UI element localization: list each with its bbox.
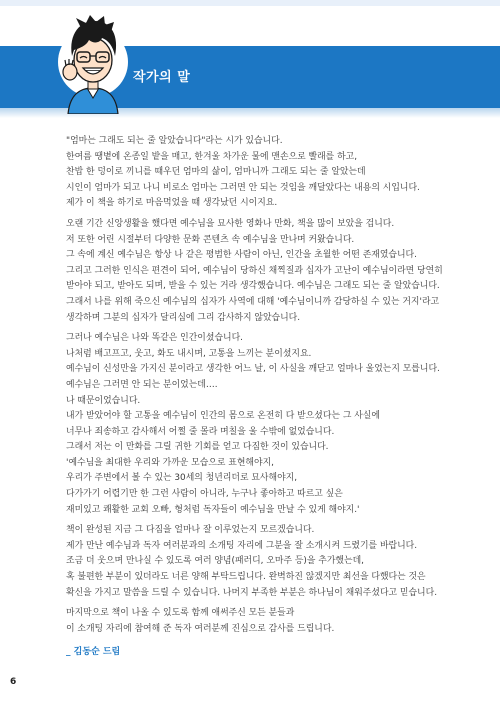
text-line: 그러나 예수님은 나와 똑같은 인간이셨습니다. (66, 333, 243, 344)
text-line: 제가 만난 예수님과 독자 여러분과의 소개팅 자리에 그분을 잘 소개시켜 드렸기를 바랍니다. (66, 540, 418, 551)
text-line: 나처럼 배고프고, 웃고, 화도 내시며, 고통을 느끼는 분이셨지요. (66, 348, 312, 359)
text-line: 너무나 죄송하고 감사해서 어쩔 줄 몰라 며칠을 울 수밖에 없었습니다. (66, 426, 335, 437)
text-line: 오랜 기간 신앙생활을 했다면 예수님을 묘사한 영화나 만화, 책을 많이 보았을 겁니다. (66, 218, 395, 229)
paragraph (66, 134, 476, 212)
body-text (66, 134, 476, 642)
text-line: 그래서 저는 이 만화를 그릴 귀한 기회를 얻고 다짐한 것이 있습니다. (66, 442, 329, 453)
text-line: 나 때문이었습니다. (66, 395, 141, 406)
text-line: 그 속에 계신 예수님은 항상 나 같은 평범한 사람이 아닌, 인간을 초월한 어떤 존재였습니다. (66, 250, 417, 261)
text-line: 우리가 주변에서 볼 수 있는 30세의 청년리더로 묘사해야지, (66, 473, 298, 484)
text-line: 한여름 땡볕에 온종일 밭을 매고, 한겨울 차가운 물에 맨손으로 빨래를 하고, (66, 151, 358, 162)
text-line: 그리고 그러한 인식은 편견이 되어, 예수님이 당하신 채찍질과 십자가 고난이 예수님이라면 당연히 (66, 265, 443, 276)
text-line: 그래서 나를 위해 죽으신 예수님의 십자가 사역에 대해 '예수님이니까 감당하실 수 있는 거지'라고 (66, 296, 440, 307)
text-line: 조금 더 웃으며 만나실 수 있도록 여러 양념(패러디, 오마주 등)을 추가했는데, (66, 556, 364, 567)
text-line: 확신을 가지고 말씀을 드릴 수 있습니다. 나머지 부족한 부분은 하나님이 채워주셨다고 믿습니다. (66, 587, 438, 598)
paragraph (66, 331, 476, 518)
text-line: 생각하며 그분의 십자가 달리심에 그리 감사하지 않았습니다. (66, 312, 301, 323)
paragraph (66, 217, 476, 326)
text-line: 받아야 되고, 받아도 되며, 받을 수 있는 거라 생각했습니다. 예수님은 그래도 되는 줄 알았습니다. (66, 281, 440, 292)
text-line: 내가 받았어야 할 고통을 예수님이 인간의 몸으로 온전히 다 받으셨다는 그 사실에 (66, 411, 380, 422)
text-line: 찬밥 한 덩이로 끼니를 때우던 엄마의 삶이, 엄마니까 그래도 되는 줄 알았는데 (66, 167, 366, 178)
signature: _ 김동순 드림 (66, 647, 121, 657)
text-line: 마지막으로 책이 나올 수 있도록 함께 애써주신 모든 분들과 (66, 608, 295, 619)
text-line: 재미있고 쾌활한 교회 오빠, 형처럼 독자들이 예수님을 만날 수 있게 해야지.' (66, 504, 360, 515)
author-character-illustration (56, 10, 130, 114)
text-line: 책이 완성된 지금 그 다짐을 얼마나 잘 이루었는지 모르겠습니다. (66, 525, 315, 536)
text-line: 이 소개팅 자리에 참여해 준 독자 여러분께 진심으로 감사를 드립니다. (66, 623, 335, 634)
paragraph (66, 606, 476, 637)
text-line: 예수님은 그러면 안 되는 분이었는데…. (66, 379, 218, 390)
text-line: 다가가기 어렵기만 한 그런 사람이 아니라, 누구나 좋아하고 따르고 싶은 (66, 489, 343, 500)
text-line: 혹 불편한 부분이 있더라도 너른 양해 부탁드립니다. 완벽하진 않겠지만 최선을 다했다는 것은 (66, 572, 426, 583)
text-line: 시인이 엄마가 되고 나니 비로소 엄마는 그러면 안 되는 것임을 깨달았다는 내용의 시입니다. (66, 182, 420, 193)
text-line: 예수님이 신성만을 가지신 분이라고 생각한 어느 날, 이 사실을 깨닫고 얼마나 울었는지 모릅니다. (66, 364, 440, 375)
page-number: 6 (10, 677, 17, 687)
text-line: "엄마는 그래도 되는 줄 알았습니다"라는 시가 있습니다. (66, 136, 283, 146)
text-line: '예수님을 최대한 우리와 가까운 모습으로 표현해야지, (66, 457, 274, 468)
text-line: 제가 이 책을 하기로 마음먹었을 때 생각났던 시이지요. (66, 198, 278, 209)
top-stripe (0, 0, 500, 6)
paragraph (66, 523, 476, 601)
text-line: 저 또한 어린 시절부터 다양한 문화 콘텐츠 속 예수님을 만나며 커왔습니다. (66, 234, 355, 245)
page-title: 작가의 말 (133, 70, 191, 85)
